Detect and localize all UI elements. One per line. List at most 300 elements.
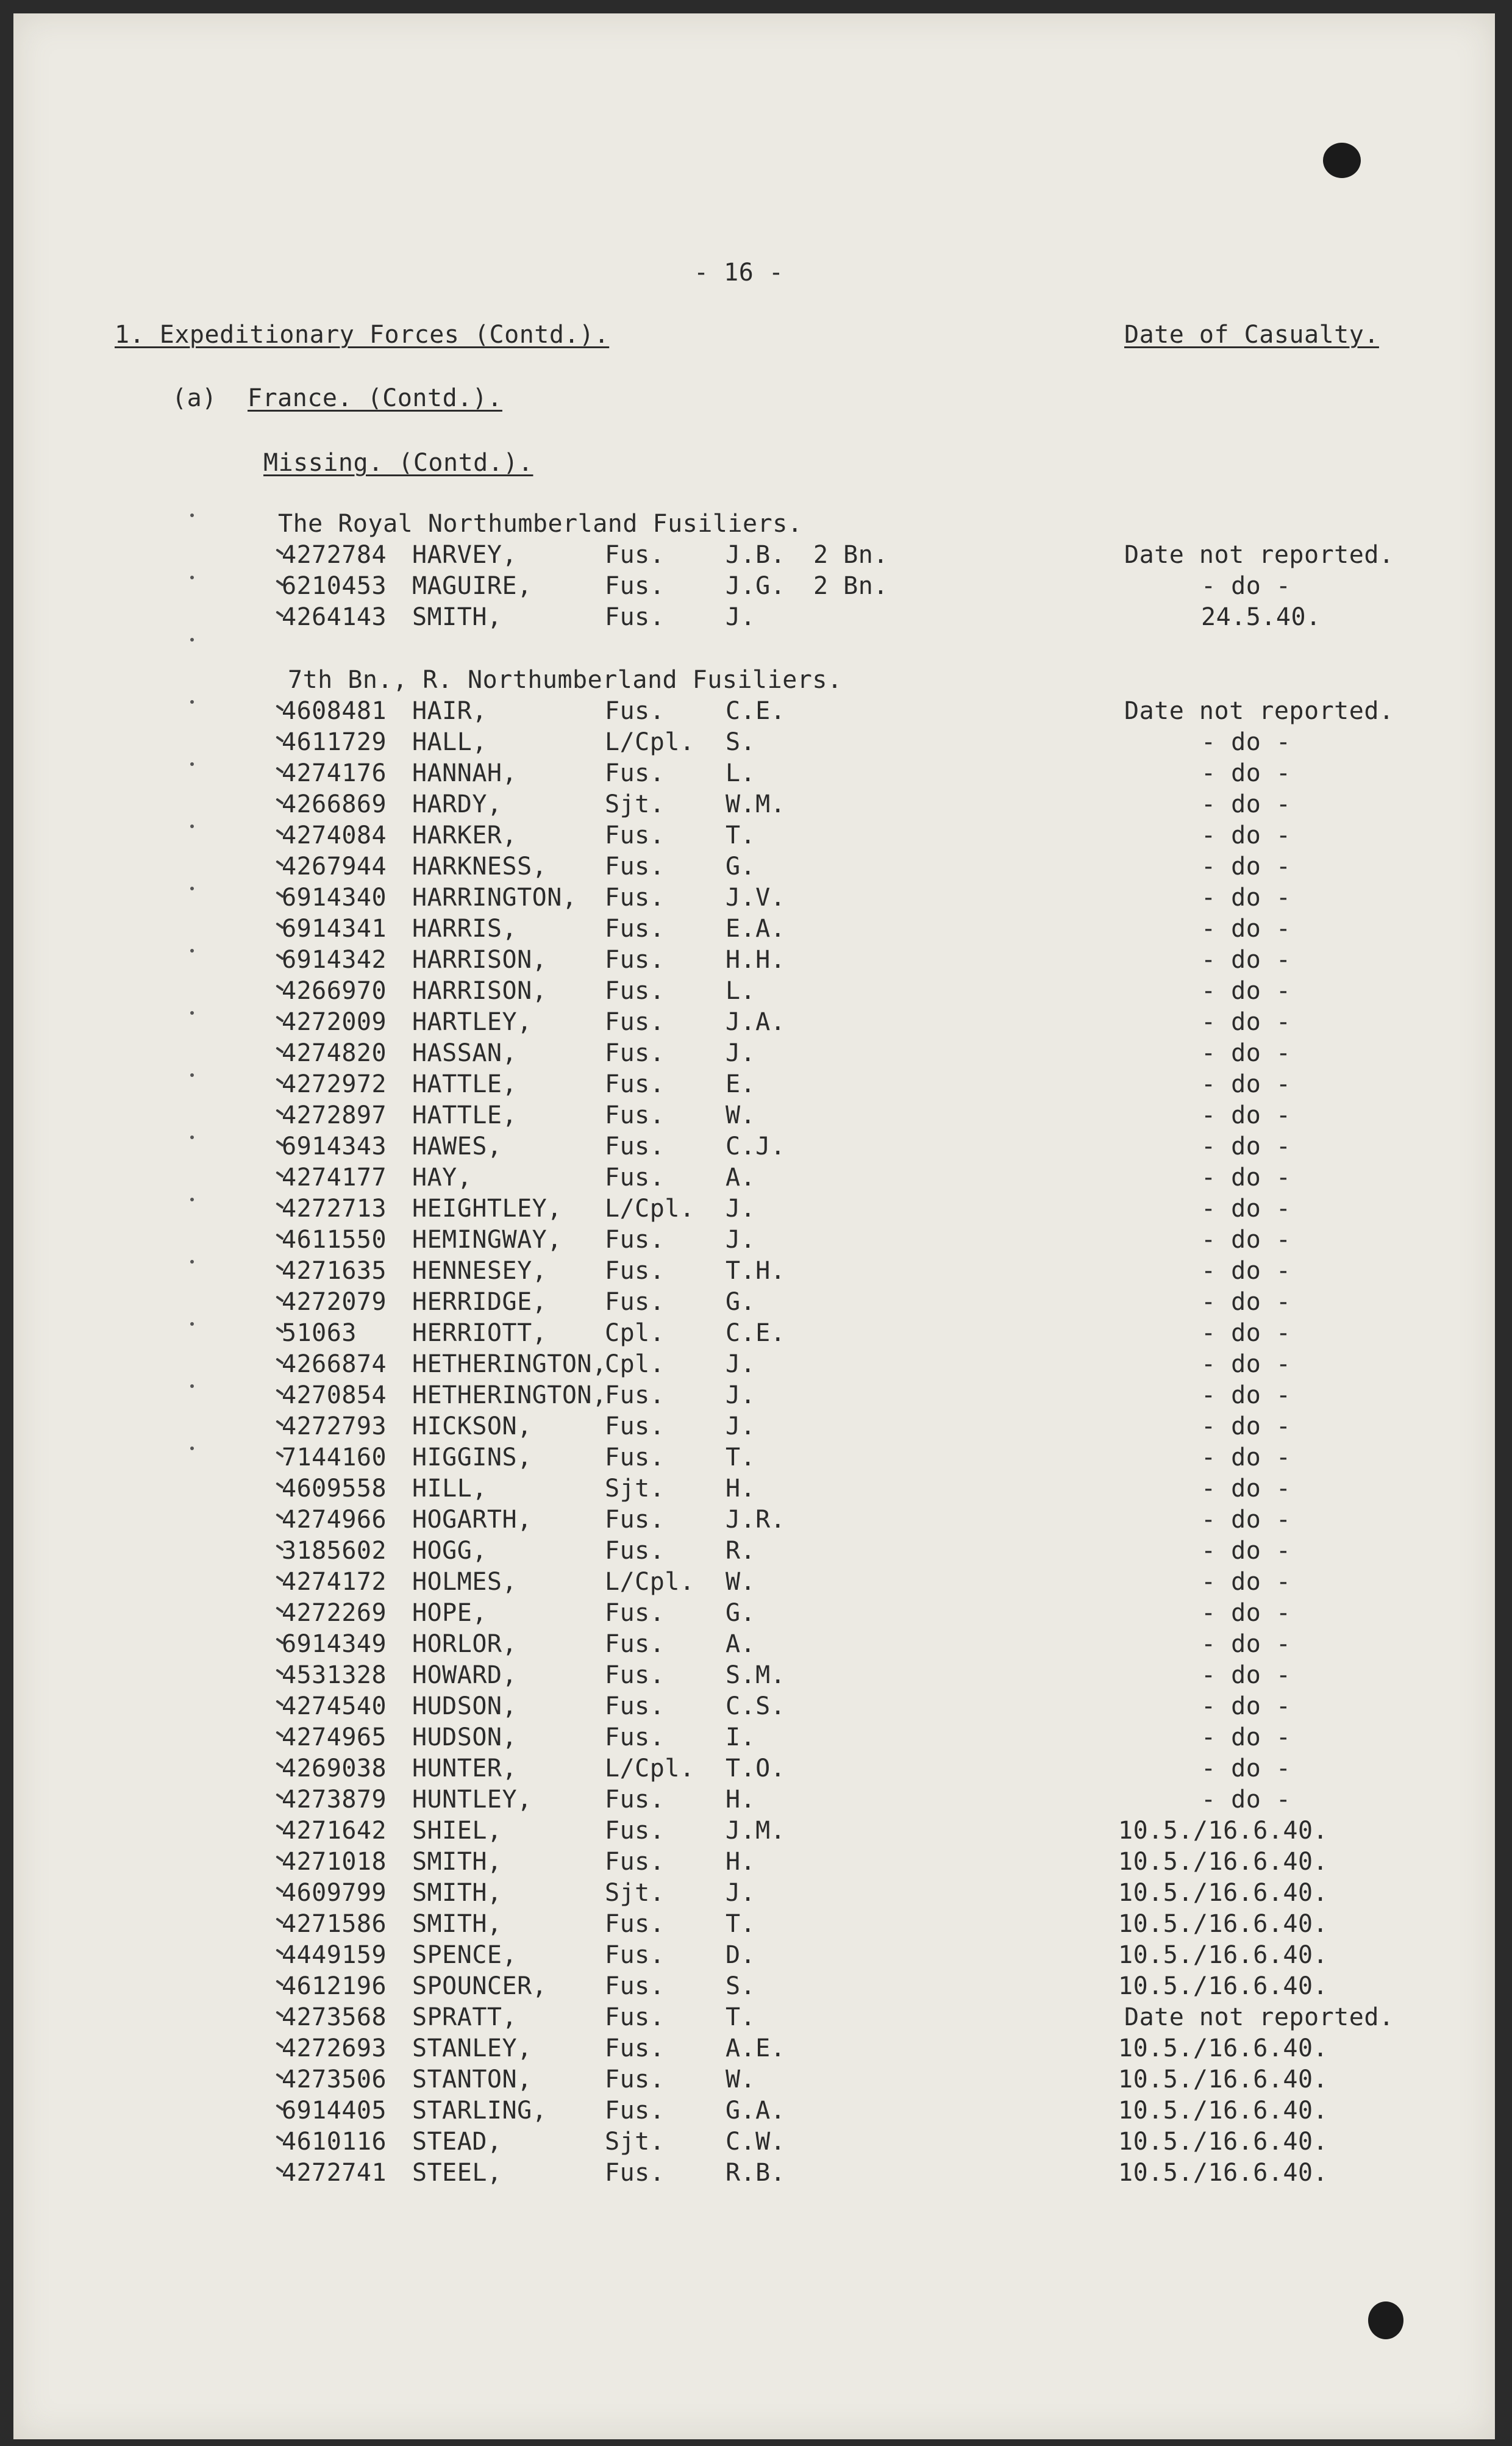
initials: C.J. (726, 1132, 786, 1160)
list-item (13, 882, 1495, 914)
service-number: 4272897 (282, 1101, 387, 1129)
surname: HILL, (412, 1475, 487, 1503)
casualty-date: - do - (1201, 1319, 1291, 1347)
casualty-date: Date not reported. (1124, 697, 1394, 725)
casualty-date: - do - (1201, 1039, 1291, 1067)
rank: Fus. (605, 2097, 665, 2125)
service-number: 4267944 (282, 853, 387, 881)
service-number: 3185602 (282, 1537, 387, 1565)
list-item (13, 1225, 1495, 1256)
rank: Fus. (605, 1381, 665, 1409)
service-number: 4531328 (282, 1661, 387, 1689)
unit-heading: 7th Bn., R. Northumberland Fusiliers. (288, 666, 843, 694)
surname: SHIEL, (412, 1817, 502, 1845)
service-number: 4274966 (282, 1506, 387, 1534)
rank: Fus. (605, 1132, 665, 1160)
rank: L/Cpl. (605, 1195, 695, 1223)
surname: HARKER, (412, 821, 518, 849)
casualty-date: - do - (1201, 1754, 1291, 1783)
casualty-date: - do - (1201, 1070, 1291, 1098)
rank: Fus. (605, 1506, 665, 1534)
service-number: 4274172 (282, 1568, 387, 1596)
service-number: 4274820 (282, 1039, 387, 1067)
list-item (13, 1162, 1495, 1193)
typed-document-page (13, 13, 1495, 2439)
list-item (13, 2033, 1495, 2064)
rank: Cpl. (605, 1350, 665, 1378)
initials: L. (726, 759, 756, 787)
list-item (13, 540, 1495, 571)
initials: T. (726, 1910, 756, 1938)
surname: MAGUIRE, (412, 572, 532, 600)
list-item (13, 1660, 1495, 1691)
list-item (13, 1567, 1495, 1598)
status-heading: Missing. (Contd.). (263, 449, 533, 477)
initials: E. (726, 1070, 756, 1098)
surname: HARDY, (412, 790, 502, 818)
list-item (13, 1753, 1495, 1784)
surname: HIGGINS, (412, 1443, 532, 1472)
initials: J. (726, 603, 756, 631)
casualty-date: - do - (1201, 1195, 1291, 1223)
casualty-date: - do - (1201, 1008, 1291, 1036)
rank: Fus. (605, 1723, 665, 1751)
rank: Fus. (605, 1008, 665, 1036)
surname: HARTLEY, (412, 1008, 532, 1036)
list-item (13, 1193, 1495, 1225)
rank: Fus. (605, 2034, 665, 2062)
casualty-date: 10.5./16.6.40. (1118, 2097, 1328, 2125)
initials: J. (726, 1039, 756, 1067)
casualty-date: - do - (1201, 1692, 1291, 1720)
initials: S. (726, 1972, 756, 2000)
initials: T. (726, 1443, 756, 1472)
rank: Fus. (605, 1257, 665, 1285)
rank: L/Cpl. (605, 1754, 695, 1783)
battalion: 2 Bn. (813, 572, 888, 600)
initials: W. (726, 1101, 756, 1129)
list-item (13, 1100, 1495, 1131)
service-number: 4271635 (282, 1257, 387, 1285)
margin-dot (190, 1447, 194, 1450)
casualty-date: - do - (1201, 1226, 1291, 1254)
casualty-date: Date not reported. (1124, 541, 1394, 569)
surname: HARKNESS, (412, 853, 547, 881)
surname: HOWARD, (412, 1661, 518, 1689)
service-number: 4272784 (282, 541, 387, 569)
surname: SMITH, (412, 603, 502, 631)
surname: HETHERINGTON, (412, 1350, 607, 1378)
list-item (13, 1349, 1495, 1380)
rank: Fus. (605, 821, 665, 849)
list-item (13, 1629, 1495, 1660)
rank: Fus. (605, 759, 665, 787)
surname: SMITH, (412, 1879, 502, 1907)
rank: Fus. (605, 1039, 665, 1067)
margin-dot (190, 513, 194, 517)
surname: HATTLE, (412, 1070, 518, 1098)
surname: HEIGHTLEY, (412, 1195, 562, 1223)
rank: Fus. (605, 1817, 665, 1845)
margin-dot (190, 887, 194, 890)
punch-hole-bottom (1368, 2301, 1403, 2339)
list-item (13, 2064, 1495, 2095)
initials: R. (726, 1537, 756, 1565)
subheading-marker: (a) (172, 384, 217, 412)
surname: HANNAH, (412, 759, 518, 787)
casualty-date: 10.5./16.6.40. (1118, 1817, 1328, 1845)
initials: L. (726, 977, 756, 1005)
initials: J.V. (726, 884, 786, 912)
list-item (13, 789, 1495, 820)
initials: J.B. (726, 541, 786, 569)
initials: J. (726, 1412, 756, 1440)
initials: G. (726, 1599, 756, 1627)
unit-heading: The Royal Northumberland Fusiliers. (278, 510, 803, 538)
initials: A.E. (726, 2034, 786, 2062)
service-number: 4274540 (282, 1692, 387, 1720)
service-number: 4610116 (282, 2128, 387, 2156)
initials: W. (726, 2065, 756, 2094)
rank: Fus. (605, 1910, 665, 1938)
service-number: 4271018 (282, 1848, 387, 1876)
list-item (13, 1287, 1495, 1318)
margin-dot (190, 576, 194, 579)
rank: Fus. (605, 2159, 665, 2187)
rank: Fus. (605, 915, 665, 943)
initials: J.R. (726, 1506, 786, 1534)
margin-dot (190, 638, 194, 642)
service-number: 4611550 (282, 1226, 387, 1254)
service-number: 4609558 (282, 1475, 387, 1503)
initials: J. (726, 1226, 756, 1254)
casualty-date: - do - (1201, 884, 1291, 912)
rank: Fus. (605, 1164, 665, 1192)
service-number: 6914342 (282, 946, 387, 974)
casualty-date: - do - (1201, 572, 1291, 600)
rank: Fus. (605, 603, 665, 631)
service-number: 4269038 (282, 1754, 387, 1783)
rank: Fus. (605, 1288, 665, 1316)
service-number: 6914340 (282, 884, 387, 912)
surname: HUNTLEY, (412, 1786, 532, 1814)
surname: STEEL, (412, 2159, 502, 2187)
casualty-date: - do - (1201, 946, 1291, 974)
list-item (13, 2095, 1495, 2126)
subheading-text: France. (Contd.). (248, 384, 502, 412)
initials: E.A. (726, 915, 786, 943)
list-item (13, 1878, 1495, 1909)
initials: S.M. (726, 1661, 786, 1689)
margin-dot (190, 1011, 194, 1015)
surname: HUDSON, (412, 1723, 518, 1751)
rank: Fus. (605, 1443, 665, 1472)
casualty-date: - do - (1201, 790, 1291, 818)
service-number: 6914343 (282, 1132, 387, 1160)
margin-dot (190, 1322, 194, 1326)
service-number: 4274177 (282, 1164, 387, 1192)
service-number: 4270854 (282, 1381, 387, 1409)
rank: Fus. (605, 1070, 665, 1098)
surname: STEAD, (412, 2128, 502, 2156)
service-number: 4266970 (282, 977, 387, 1005)
list-item (13, 914, 1495, 945)
surname: HARRINGTON, (412, 884, 577, 912)
casualty-date: - do - (1201, 1786, 1291, 1814)
rank: Fus. (605, 1692, 665, 1720)
list-item (13, 2158, 1495, 2189)
service-number: 4274965 (282, 1723, 387, 1751)
service-number: 4609799 (282, 1879, 387, 1907)
rank: Fus. (605, 884, 665, 912)
rank: Fus. (605, 946, 665, 974)
surname: STANTON, (412, 2065, 532, 2094)
list-item (13, 758, 1495, 789)
list-item (13, 945, 1495, 976)
surname: HOGG, (412, 1537, 487, 1565)
rank: Fus. (605, 2003, 665, 2031)
surname: SPRATT, (412, 2003, 518, 2031)
casualty-date: Date not reported. (1124, 2003, 1394, 2031)
casualty-date: 10.5./16.6.40. (1118, 1910, 1328, 1938)
service-number: 4266869 (282, 790, 387, 818)
service-number: 4272972 (282, 1070, 387, 1098)
initials: H. (726, 1786, 756, 1814)
service-number: 4272713 (282, 1195, 387, 1223)
list-item (13, 1007, 1495, 1038)
surname: HAWES, (412, 1132, 502, 1160)
margin-dot (190, 1198, 194, 1201)
list-item (13, 1131, 1495, 1162)
service-number: 4608481 (282, 697, 387, 725)
margin-dot (190, 1135, 194, 1139)
initials: J. (726, 1381, 756, 1409)
surname: SMITH, (412, 1910, 502, 1938)
initials: J.G. (726, 572, 786, 600)
service-number: 4272269 (282, 1599, 387, 1627)
casualty-date: 10.5./16.6.40. (1118, 1879, 1328, 1907)
surname: HEMINGWAY, (412, 1226, 562, 1254)
initials: A. (726, 1164, 756, 1192)
initials: H. (726, 1848, 756, 1876)
list-item (13, 1473, 1495, 1504)
rank: Cpl. (605, 1319, 665, 1347)
service-number: 4449159 (282, 1941, 387, 1969)
list-item (13, 571, 1495, 602)
surname: HAY, (412, 1164, 472, 1192)
casualty-date: - do - (1201, 1661, 1291, 1689)
initials: C.E. (726, 1319, 786, 1347)
section-heading: 1. Expeditionary Forces (Contd.). (115, 321, 610, 349)
service-number: 4272009 (282, 1008, 387, 1036)
surname: HORLOR, (412, 1630, 518, 1658)
service-number: 4272793 (282, 1412, 387, 1440)
list-item (13, 1971, 1495, 2002)
surname: STARLING, (412, 2097, 547, 2125)
service-number: 6914349 (282, 1630, 387, 1658)
page-number: - 16 - (694, 259, 784, 287)
list-item (13, 1940, 1495, 1971)
initials: J.M. (726, 1817, 786, 1845)
rank: Fus. (605, 1848, 665, 1876)
surname: HERRIDGE, (412, 1288, 547, 1316)
initials: H. (726, 1475, 756, 1503)
initials: G. (726, 853, 756, 881)
list-item (13, 1504, 1495, 1536)
initials: D. (726, 1941, 756, 1969)
list-item (13, 1069, 1495, 1100)
margin-dot (190, 700, 194, 704)
service-number: 4271586 (282, 1910, 387, 1938)
initials: H.H. (726, 946, 786, 974)
margin-dot (190, 1260, 194, 1264)
rank: Fus. (605, 1226, 665, 1254)
rank: Sjt. (605, 1475, 665, 1503)
surname: HARRIS, (412, 915, 518, 943)
list-item (13, 1847, 1495, 1878)
rank: L/Cpl. (605, 728, 695, 756)
rank: Fus. (605, 1101, 665, 1129)
punch-hole-top (1323, 143, 1361, 178)
casualty-date: 10.5./16.6.40. (1118, 1848, 1328, 1876)
initials: C.E. (726, 697, 786, 725)
casualty-date: - do - (1201, 1350, 1291, 1378)
initials: J. (726, 1350, 756, 1378)
surname: HALL, (412, 728, 487, 756)
surname: HARVEY, (412, 541, 518, 569)
initials: J. (726, 1195, 756, 1223)
rank: Fus. (605, 853, 665, 881)
margin-dot (190, 1384, 194, 1388)
surname: HOPE, (412, 1599, 487, 1627)
casualty-date: - do - (1201, 1412, 1291, 1440)
list-item (13, 1691, 1495, 1722)
casualty-date: 10.5./16.6.40. (1118, 2128, 1328, 2156)
surname: HETHERINGTON, (412, 1381, 607, 1409)
rank: Fus. (605, 1661, 665, 1689)
service-number: 4273879 (282, 1786, 387, 1814)
initials: S. (726, 728, 756, 756)
casualty-date: - do - (1201, 1443, 1291, 1472)
list-item (13, 1722, 1495, 1753)
service-number: 7144160 (282, 1443, 387, 1472)
date-column-heading: Date of Casualty. (1124, 321, 1379, 349)
surname: SPOUNCER, (412, 1972, 547, 2000)
casualty-date: - do - (1201, 759, 1291, 787)
initials: W.M. (726, 790, 786, 818)
surname: HERRIOTT, (412, 1319, 547, 1347)
initials: G.A. (726, 2097, 786, 2125)
casualty-date: 10.5./16.6.40. (1118, 2065, 1328, 2094)
casualty-date: - do - (1201, 915, 1291, 943)
service-number: 4272741 (282, 2159, 387, 2187)
casualty-date: - do - (1201, 1537, 1291, 1565)
surname: HARRISON, (412, 977, 547, 1005)
service-number: 4272693 (282, 2034, 387, 2062)
list-item (13, 1411, 1495, 1442)
service-number: 51063 (282, 1319, 357, 1347)
surname: SMITH, (412, 1848, 502, 1876)
surname: HENNESEY, (412, 1257, 547, 1285)
service-number: 4612196 (282, 1972, 387, 2000)
rank: Fus. (605, 1941, 665, 1969)
rank: L/Cpl. (605, 1568, 695, 1596)
casualty-date: - do - (1201, 728, 1291, 756)
service-number: 4266874 (282, 1350, 387, 1378)
initials: T.O. (726, 1754, 786, 1783)
casualty-date: - do - (1201, 1475, 1291, 1503)
rank: Fus. (605, 977, 665, 1005)
surname: HARRISON, (412, 946, 547, 974)
rank: Fus. (605, 1537, 665, 1565)
casualty-date: 24.5.40. (1201, 603, 1321, 631)
service-number: 4274176 (282, 759, 387, 787)
casualty-date: - do - (1201, 821, 1291, 849)
casualty-date: - do - (1201, 1288, 1291, 1316)
casualty-date: - do - (1201, 1506, 1291, 1534)
rank: Fus. (605, 2065, 665, 2094)
surname: HOLMES, (412, 1568, 518, 1596)
list-item (13, 1442, 1495, 1473)
initials: T.H. (726, 1257, 786, 1285)
margin-dot (190, 762, 194, 766)
service-number: 4271642 (282, 1817, 387, 1845)
initials: I. (726, 1723, 756, 1751)
casualty-date: - do - (1201, 1599, 1291, 1627)
service-number: 4273506 (282, 2065, 387, 2094)
surname: SPENCE, (412, 1941, 518, 1969)
list-item (13, 1784, 1495, 1815)
service-number: 4264143 (282, 603, 387, 631)
list-item (13, 1909, 1495, 1940)
initials: C.S. (726, 1692, 786, 1720)
list-item (13, 820, 1495, 851)
surname: HATTLE, (412, 1101, 518, 1129)
rank: Fus. (605, 1630, 665, 1658)
casualty-date: 10.5./16.6.40. (1118, 2034, 1328, 2062)
casualty-date: - do - (1201, 1164, 1291, 1192)
service-number: 4611729 (282, 728, 387, 756)
service-number: 6914341 (282, 915, 387, 943)
rank: Sjt. (605, 2128, 665, 2156)
surname: HOGARTH, (412, 1506, 532, 1534)
initials: C.W. (726, 2128, 786, 2156)
surname: HICKSON, (412, 1412, 532, 1440)
initials: A. (726, 1630, 756, 1658)
casualty-date: 10.5./16.6.40. (1118, 1972, 1328, 2000)
service-number: 6210453 (282, 572, 387, 600)
list-item (13, 2126, 1495, 2158)
casualty-date: - do - (1201, 1381, 1291, 1409)
list-item (13, 1318, 1495, 1349)
initials: W. (726, 1568, 756, 1596)
rank: Sjt. (605, 1879, 665, 1907)
service-number: 4274084 (282, 821, 387, 849)
rank: Fus. (605, 697, 665, 725)
list-item (13, 1256, 1495, 1287)
initials: T. (726, 821, 756, 849)
casualty-date: 10.5./16.6.40. (1118, 2159, 1328, 2187)
surname: HASSAN, (412, 1039, 518, 1067)
rank: Fus. (605, 541, 665, 569)
casualty-date: - do - (1201, 1568, 1291, 1596)
casualty-date: - do - (1201, 1132, 1291, 1160)
rank: Fus. (605, 1412, 665, 1440)
list-item (13, 602, 1495, 633)
list-item (13, 1380, 1495, 1411)
margin-dot (190, 824, 194, 828)
list-item (13, 976, 1495, 1007)
